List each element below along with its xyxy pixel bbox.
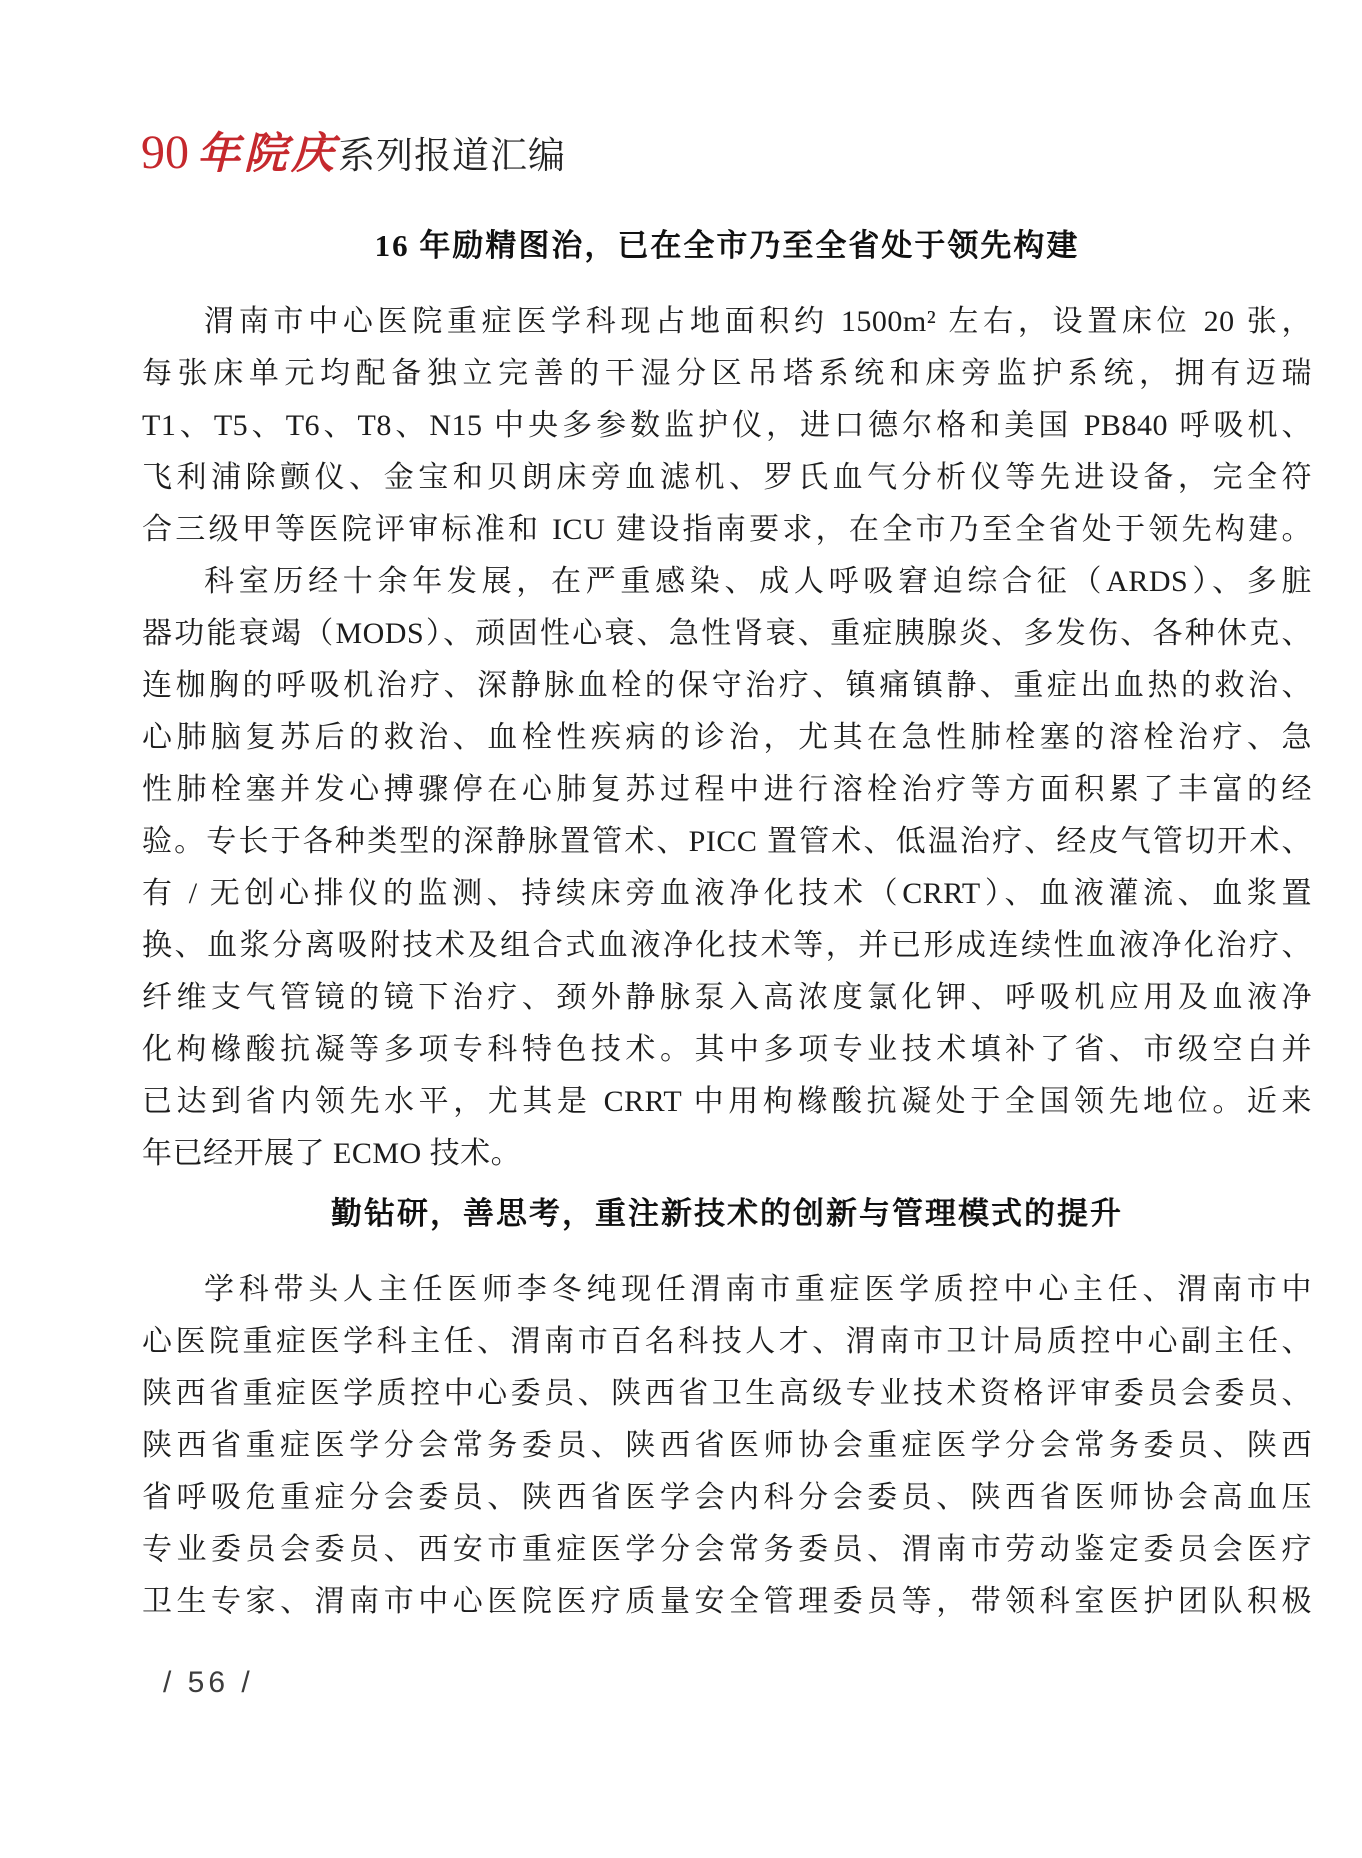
page-number: / 56 / (163, 1666, 254, 1699)
body-line: 飞利浦除颤仪、金宝和贝朗床旁血滤机、罗氏血气分析仪等先进设备，完全符 (142, 461, 1312, 494)
body-line: T1、T5、T6、T8、N15 中央多参数监护仪，进口德尔格和美国 PB840 呼吸机、 (142, 409, 1312, 442)
anniversary-script: 年院庆 (197, 131, 338, 178)
body-line: 渭南市中心医院重症医学科现占地面积约 1500m² 左右，设置床位 20 张， (204, 305, 1312, 338)
body-line: 性肺栓塞并发心搏骤停在心肺复苏过程中进行溶栓治疗等方面积累了丰富的经 (142, 773, 1312, 806)
section-2-paragraph-1 (142, 1264, 1312, 1628)
body-line: 化枸橼酸抗凝等多项专科特色技术。其中多项专业技术填补了省、市级空白并 (142, 1033, 1312, 1066)
body-line: 心肺脑复苏后的救治、血栓性疾病的诊治，尤其在急性肺栓塞的溶栓治疗、急 (142, 721, 1312, 754)
body-line: 学科带头人主任医师李冬纯现任渭南市重症医学质控中心主任、渭南市中 (204, 1273, 1312, 1306)
body-line: 已达到省内领先水平，尤其是 CRRT 中用枸橼酸抗凝处于全国领先地位。近来 (142, 1085, 1312, 1118)
body-line: 陕西省重症医学质控中心委员、陕西省卫生高级专业技术资格评审委员会委员、 (142, 1377, 1312, 1410)
section-1-heading: 16 年励精图治，已在全市乃至全省处于领先构建 (374, 228, 1080, 263)
body-line: 科室历经十余年发展，在严重感染、成人呼吸窘迫综合征（ARDS）、多脏 (204, 565, 1312, 598)
body-line: 纤维支气管镜的镜下治疗、颈外静脉泵入高浓度氯化钾、呼吸机应用及血液净 (142, 981, 1312, 1014)
body-line: 心医院重症医学科主任、渭南市百名科技人才、渭南市卫计局质控中心副主任、 (142, 1325, 1312, 1358)
section-1-paragraph-2 (142, 556, 1312, 1180)
body-line: 专业委员会委员、西安市重症医学分会常务委员、渭南市劳动鉴定委员会医疗 (142, 1533, 1312, 1566)
page-header (141, 120, 566, 181)
body-line: 陕西省重症医学分会常务委员、陕西省医师协会重症医学分会常务委员、陕西 (142, 1429, 1312, 1462)
body-line: 连枷胸的呼吸机治疗、深静脉血栓的保守治疗、镇痛镇静、重症出血热的救治、 (142, 669, 1312, 702)
body-line: 换、血浆分离吸附技术及组合式血液净化技术等，并已形成连续性血液净化治疗、 (142, 929, 1312, 962)
body-line: 年已经开展了 ECMO 技术。 (142, 1137, 522, 1170)
article-body (142, 212, 1312, 1628)
body-line: 合三级甲等医院评审标准和 ICU 建设指南要求，在全市乃至全省处于领先构建。 (142, 513, 1312, 546)
section-2-heading: 勤钻研，善思考，重注新技术的创新与管理模式的提升 (331, 1196, 1123, 1231)
body-line: 器功能衰竭（MODS）、顽固性心衰、急性肾衰、重症胰腺炎、多发伤、各种休克、 (142, 617, 1312, 650)
body-line: 卫生专家、渭南市中心医院医疗质量安全管理委员等，带领科室医护团队积极 (142, 1585, 1312, 1618)
anniversary-number: 90 (141, 126, 189, 179)
body-line: 有 / 无创心排仪的监测、持续床旁血液净化技术（CRRT）、血液灌流、血浆置 (142, 877, 1312, 910)
body-line: 每张床单元均配备独立完善的干湿分区吊塔系统和床旁监护系统，拥有迈瑞 (142, 357, 1312, 390)
section-1-paragraph-1 (142, 296, 1312, 556)
series-title: 系列报道汇编 (338, 135, 566, 176)
body-line: 验。专长于各种类型的深静脉置管术、PICC 置管术、低温治疗、经皮气管切开术、 (142, 825, 1312, 858)
body-line: 省呼吸危重症分会委员、陕西省医学会内科分会委员、陕西省医师协会高血压 (142, 1481, 1312, 1514)
